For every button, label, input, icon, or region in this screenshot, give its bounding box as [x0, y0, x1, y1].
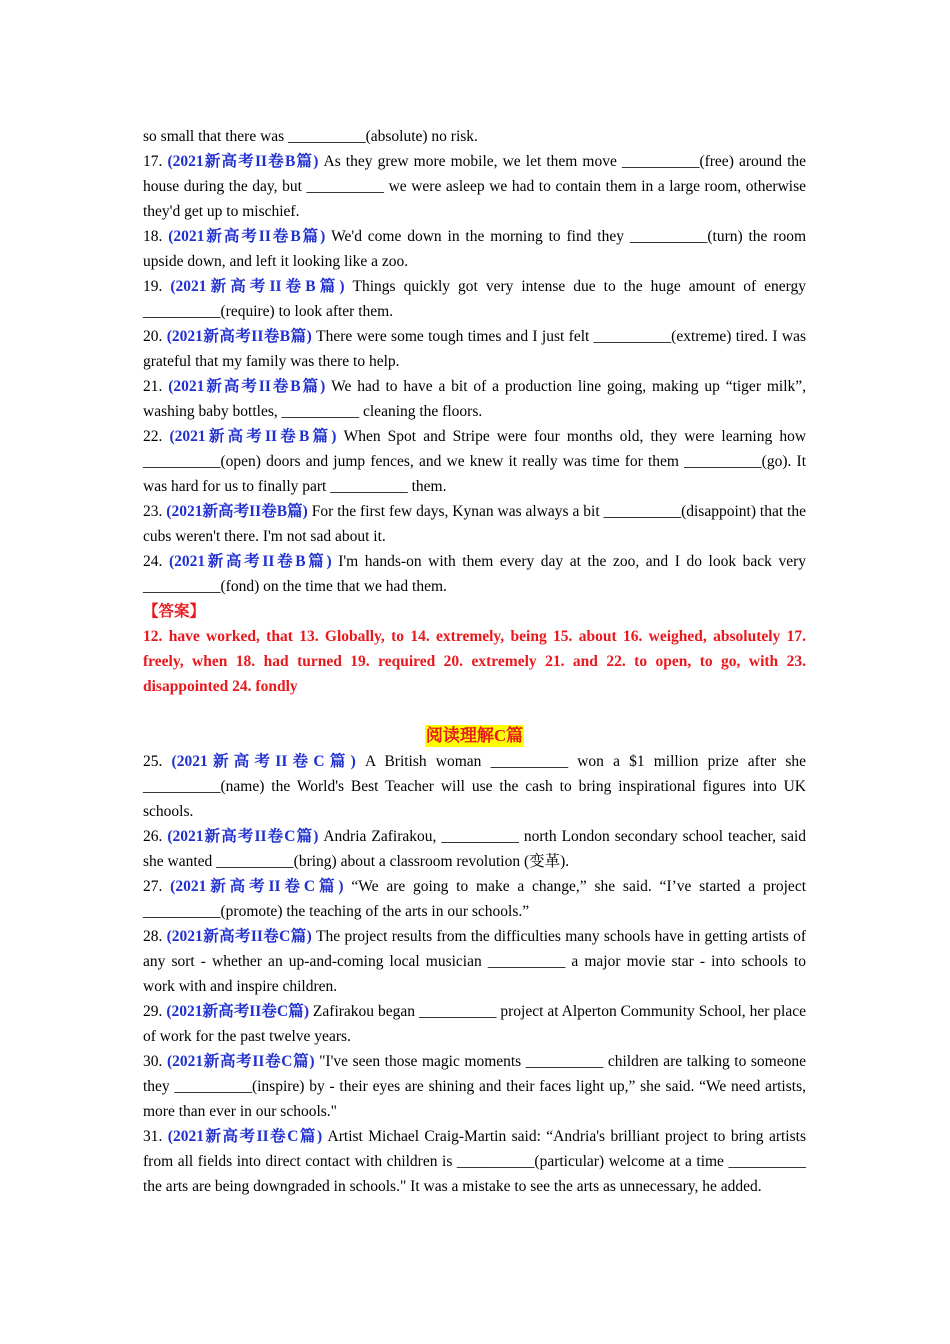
question-item	[143, 999, 806, 1049]
section-heading	[143, 724, 806, 749]
question-number: 30.	[143, 1053, 163, 1070]
answer-key: 12. have worked, that 13. Globally, to 14. extremely, being 15. about 16. weighed, absolutely 17. freely, when 18. had turned 19. required 20. extremely 21. and 22. to open, to go, with 23. disappointed 24. fondly	[143, 628, 806, 695]
question-text: I'm hands-on with them every day at the zoo, and I do look back very __________(fond) on the time that we had them.	[143, 553, 806, 595]
question-number: 22.	[143, 428, 163, 445]
question-text: The project results from the difficulties many schools have in getting artists of any sort - whether an up-and-coming local musician __________ a major movie star - into schools to work with and inspire children.	[143, 928, 806, 995]
question-item	[143, 499, 806, 549]
passage-c-questions	[143, 749, 806, 1199]
question-text: For the first few days, Kynan was always a bit __________(disappoint) that the cubs weren't there. I'm not sad about it.	[143, 503, 806, 545]
question-number: 31.	[143, 1128, 163, 1145]
question-text: When Spot and Stripe were four months old, they were learning how __________(open) doors and jump fences, and we knew it really was time for them __________(go). It was hard for us to finally part __________ them.	[143, 428, 807, 495]
question-number: 18.	[143, 228, 163, 245]
question-number: 20.	[143, 328, 163, 345]
question-source: (2021新高考II卷C篇)	[171, 753, 356, 770]
question-source: (2021新高考II卷B篇)	[167, 153, 319, 170]
question-item	[143, 549, 806, 599]
question-text: “We are going to make a change,” she said. “I’ve started a project __________(promote) the teaching of the arts in our schools.”	[143, 878, 806, 920]
question-source: (2021新高考II卷B篇)	[168, 553, 332, 570]
document-page	[143, 124, 806, 1199]
question-item	[143, 374, 806, 424]
question-text: Things quickly got very intense due to the huge amount of energy __________(require) to look after them.	[143, 278, 807, 320]
question-source: (2021新高考II卷B篇)	[168, 228, 326, 245]
question-text: "I've seen those magic moments __________ children are talking to someone they __________(inspire) by - their eyes are shining and their faces light up,” she said. “We need artists, more than ever in our schools."	[143, 1053, 806, 1120]
question-item	[143, 874, 806, 924]
question-item	[143, 924, 806, 999]
question-source: (2021新高考II卷C篇)	[166, 1003, 309, 1020]
question-source: (2021新高考II卷B篇)	[170, 278, 345, 295]
question-source: (2021新高考II卷B篇)	[169, 428, 337, 445]
question-item	[143, 1049, 806, 1124]
question-source: (2021新高考II卷C篇)	[167, 828, 319, 845]
answer-label: 【答案】	[143, 603, 206, 620]
question-number: 28.	[143, 928, 163, 945]
question-source: (2021新高考II卷C篇)	[166, 928, 312, 945]
section-c-title: 阅读理解C篇	[425, 726, 524, 745]
question-text: Artist Michael Craig-Martin said: “Andria's brilliant project to bring artists from all fields into direct contact with children is __________(particular) welcome at a time __________ the arts are being downgraded in schools." It was a mistake to see the arts as unnecessary, he added.	[143, 1128, 806, 1195]
question-number: 27.	[143, 878, 163, 895]
question-number: 19.	[143, 278, 163, 295]
question-source: (2021新高考II卷C篇)	[166, 1053, 315, 1070]
question-source: (2021新高考II卷B篇)	[166, 503, 308, 520]
question-text: We'd come down in the morning to find they __________(turn) the room upside down, and left it looking like a zoo.	[143, 228, 806, 270]
question-item	[143, 274, 806, 324]
question-text: As they grew more mobile, we let them move __________(free) around the house during the day, but __________ we were asleep we had to contain them in a large room, otherwise they'd get up to mischief.	[143, 153, 807, 220]
question-source: (2021新高考II卷C篇)	[167, 1128, 323, 1145]
question-text: Andria Zafirakou, __________ north London secondary school teacher, said she wanted __________(bring) about a classroom revolution (变革).	[143, 828, 807, 870]
question-item	[143, 824, 806, 874]
question-source: (2021新高考II卷C篇)	[170, 878, 344, 895]
question-source: (2021新高考II卷B篇)	[168, 378, 326, 395]
question-number: 29.	[143, 1003, 163, 1020]
question-number: 23.	[143, 503, 163, 520]
intro-line: so small that there was __________(absolute) no risk.	[143, 128, 478, 145]
question-item	[143, 424, 806, 499]
question-source: (2021新高考II卷B篇)	[166, 328, 312, 345]
question-item	[143, 324, 806, 374]
question-text: We had to have a bit of a production line going, making up “tiger milk”, washing baby bottles, __________ cleaning the floors.	[143, 378, 806, 420]
question-item	[143, 749, 806, 824]
blank-line	[143, 699, 806, 724]
passage-b-questions	[143, 149, 806, 599]
question-item	[143, 1124, 806, 1199]
question-number: 25.	[143, 753, 163, 770]
question-number: 24.	[143, 553, 163, 570]
question-text: Zafirakou began __________ project at Alperton Community School, her place of work for the past twelve years.	[143, 1003, 807, 1045]
question-number: 21.	[143, 378, 163, 395]
question-text: A British woman __________ won a $1 million prize after she __________(name) the World's Best Teacher will use the cash to bring inspirational figures into UK schools.	[143, 753, 806, 820]
question-number: 17.	[143, 153, 163, 170]
question-number: 26.	[143, 828, 163, 845]
question-text: There were some tough times and I just felt __________(extreme) tired. I was grateful that my family was there to help.	[143, 328, 807, 370]
question-item	[143, 149, 806, 224]
question-item	[143, 224, 806, 274]
